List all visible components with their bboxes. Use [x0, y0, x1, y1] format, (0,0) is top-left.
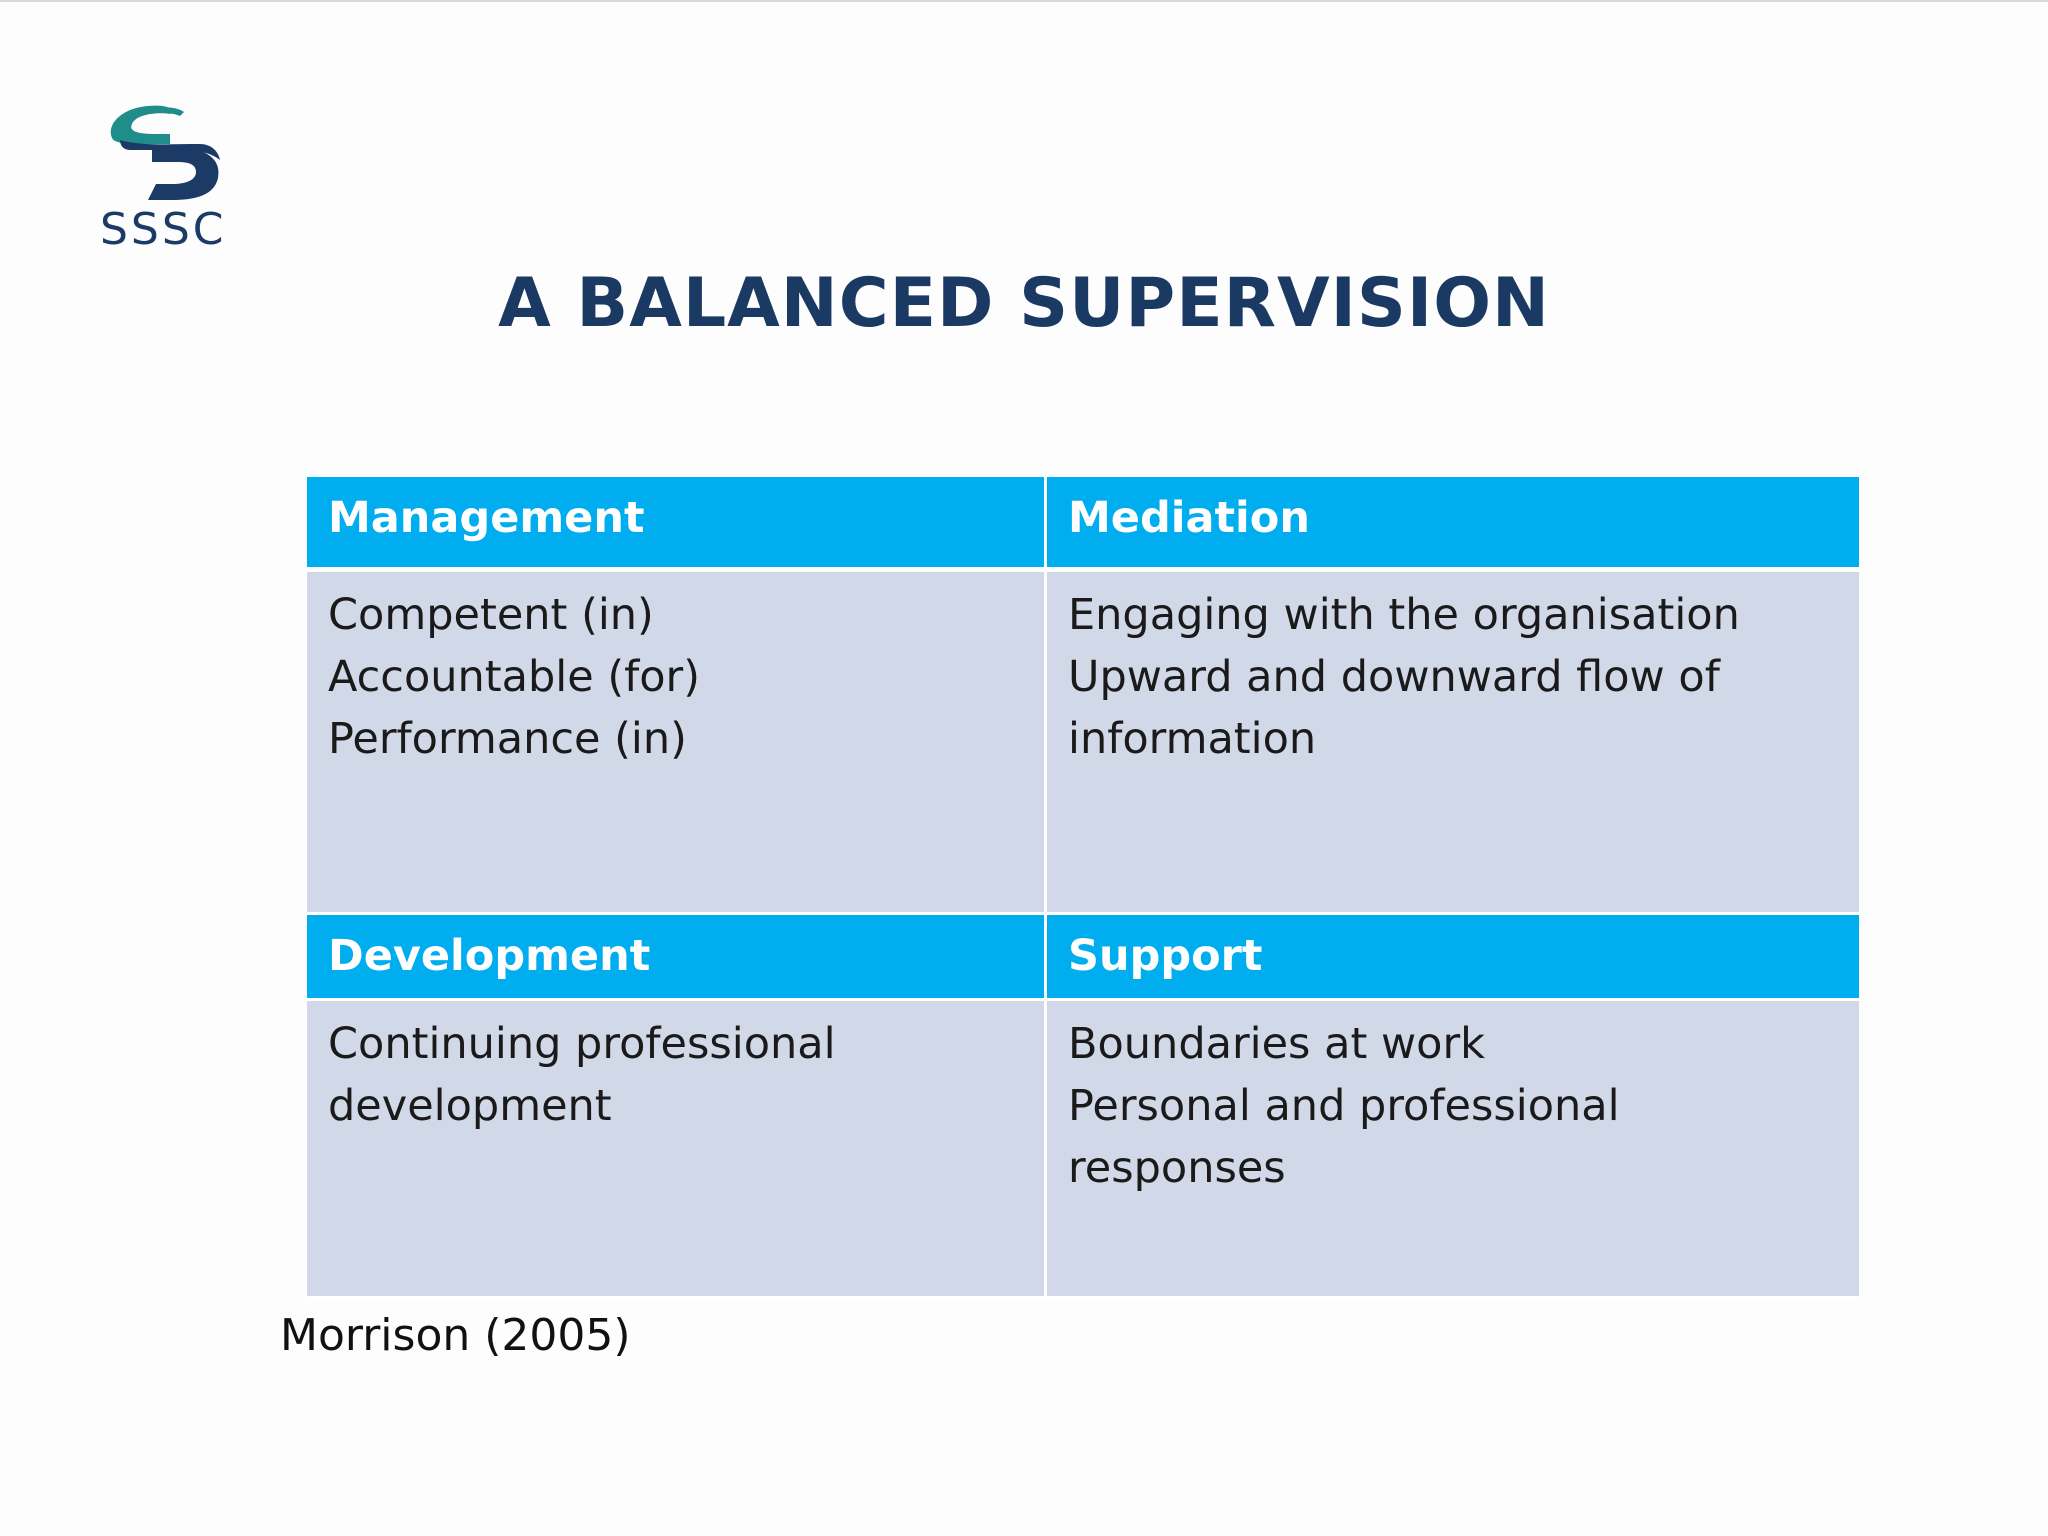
logo-text: SSSC — [100, 204, 227, 255]
page-title: A BALANCED SUPERVISION — [498, 264, 1550, 343]
development-heading: Development — [307, 915, 1047, 1001]
mediation-heading: Mediation — [1047, 477, 1859, 572]
mediation-body: Engaging with the organisation Upward and downward flow of information — [1047, 572, 1859, 915]
management-heading: Management — [307, 477, 1047, 572]
sssc-logo — [100, 100, 227, 260]
development-body: Continuing professional development — [307, 1001, 1047, 1299]
sssc-logo-mark-icon — [100, 100, 224, 200]
citation: Morrison (2005) — [280, 1310, 631, 1361]
support-heading: Support — [1047, 915, 1859, 1001]
supervision-grid — [307, 477, 1859, 1299]
management-body: Competent (in) Accountable (for) Performance (in) — [307, 572, 1047, 915]
support-body: Boundaries at work Personal and professional responses — [1047, 1001, 1859, 1299]
